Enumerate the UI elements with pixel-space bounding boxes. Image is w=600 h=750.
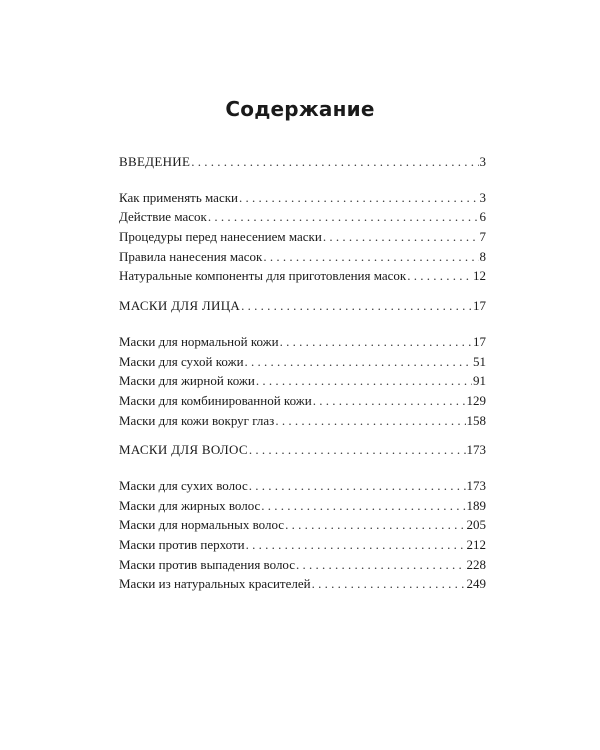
dot-leader: [256, 371, 472, 391]
toc-entry-label: Маски для сухой кожи: [119, 353, 244, 369]
toc-page-number: 212: [466, 537, 486, 552]
toc-entry-label: Как применять маски: [119, 189, 238, 205]
dot-leader: [323, 227, 479, 247]
dot-leader: [239, 188, 479, 208]
toc-entry-label: Маски против перхоти: [119, 537, 245, 552]
dot-leader: [241, 296, 472, 316]
toc-page-number: 51: [473, 353, 486, 369]
toc-page-number: 158: [466, 412, 486, 428]
spacer: [119, 430, 486, 440]
toc-entry-label: Правила нанесения масок: [119, 248, 263, 264]
toc-entry[interactable]: [119, 411, 486, 431]
toc-entry-label: Маски для кожи вокруг глаз: [119, 412, 275, 428]
toc-page-number: 228: [466, 556, 486, 572]
toc-entry-label: Маски против выпадения волос: [119, 556, 296, 572]
toc-entry-label: Маски для нормальной кожи: [119, 333, 279, 349]
toc-entry[interactable]: [119, 574, 486, 594]
toc-entry[interactable]: [119, 371, 486, 391]
spacer: [119, 172, 486, 188]
toc-entry[interactable]: [119, 555, 486, 575]
toc-entry[interactable]: [119, 266, 486, 286]
spacer: [119, 316, 486, 332]
toc-entry[interactable]: [119, 332, 486, 352]
toc-page-number: 173: [466, 477, 486, 493]
toc-page-number: 205: [466, 517, 486, 533]
toc-page-number: 189: [466, 497, 486, 513]
dot-leader: [275, 411, 465, 431]
toc-entry[interactable]: [119, 352, 486, 372]
toc-entry-label: Маски для комбинированной кожи: [119, 392, 312, 408]
spacer: [119, 286, 486, 296]
toc-page-number: 3: [479, 189, 486, 205]
toc-section-heading[interactable]: [119, 440, 486, 460]
toc-page-number: 7: [479, 229, 486, 245]
dot-leader: [261, 496, 465, 516]
toc-entry-label: Натуральные компоненты для приготовления масок: [119, 268, 407, 284]
toc-section-label: ВВЕДЕНИЕ: [119, 154, 191, 169]
table-of-contents: [119, 152, 486, 594]
dot-leader: [249, 440, 466, 460]
dot-leader: [208, 207, 479, 227]
dot-leader: [263, 247, 478, 267]
toc-entry[interactable]: [119, 391, 486, 411]
dot-leader: [191, 152, 478, 172]
dot-leader: [249, 476, 466, 496]
toc-page-number: 17: [473, 333, 486, 349]
toc-page-number: 129: [466, 392, 486, 408]
toc-entry[interactable]: [119, 188, 486, 208]
toc-page-number: 3: [479, 154, 486, 169]
toc-page-number: 6: [479, 209, 486, 225]
toc-entry[interactable]: [119, 476, 486, 496]
dot-leader: [280, 332, 472, 352]
dot-leader: [312, 574, 466, 594]
toc-page-number: 12: [473, 268, 486, 284]
dot-leader: [245, 352, 472, 372]
toc-entry-label: Действие масок: [119, 209, 207, 225]
dot-leader: [285, 515, 465, 535]
spacer: [119, 460, 486, 476]
toc-page-number: 249: [466, 576, 486, 592]
dot-leader: [313, 391, 466, 411]
dot-leader: [407, 266, 472, 286]
page-title: Содержание: [225, 97, 375, 121]
toc-entry-label: Процедуры перед нанесением маски: [119, 229, 322, 245]
toc-entry-label: Маски для сухих волос: [119, 477, 248, 493]
toc-page-number: 91: [473, 373, 486, 389]
toc-entry-label: Маски для нормальных волос: [119, 517, 285, 533]
toc-section-heading[interactable]: [119, 152, 486, 172]
toc-entry[interactable]: [119, 535, 486, 555]
toc-section-label: МАСКИ ДЛЯ ЛИЦА: [119, 298, 241, 314]
toc-entry[interactable]: [119, 496, 486, 516]
dot-leader: [296, 555, 465, 575]
toc-section-heading[interactable]: [119, 296, 486, 316]
toc-entry-label: Маски для жирной кожи: [119, 373, 255, 389]
toc-entry[interactable]: [119, 207, 486, 227]
toc-page-number: 173: [466, 442, 486, 458]
toc-entry[interactable]: [119, 515, 486, 535]
toc-entry-label: Маски для жирных волос: [119, 497, 261, 513]
toc-page-number: 17: [473, 298, 486, 314]
toc-entry[interactable]: [119, 227, 486, 247]
toc-section-label: МАСКИ ДЛЯ ВОЛОС: [119, 442, 248, 458]
dot-leader: [246, 535, 466, 555]
toc-entry-label: Маски из натуральных красителей: [119, 576, 311, 592]
toc-page-number: 8: [479, 248, 486, 264]
toc-entry[interactable]: [119, 247, 486, 267]
